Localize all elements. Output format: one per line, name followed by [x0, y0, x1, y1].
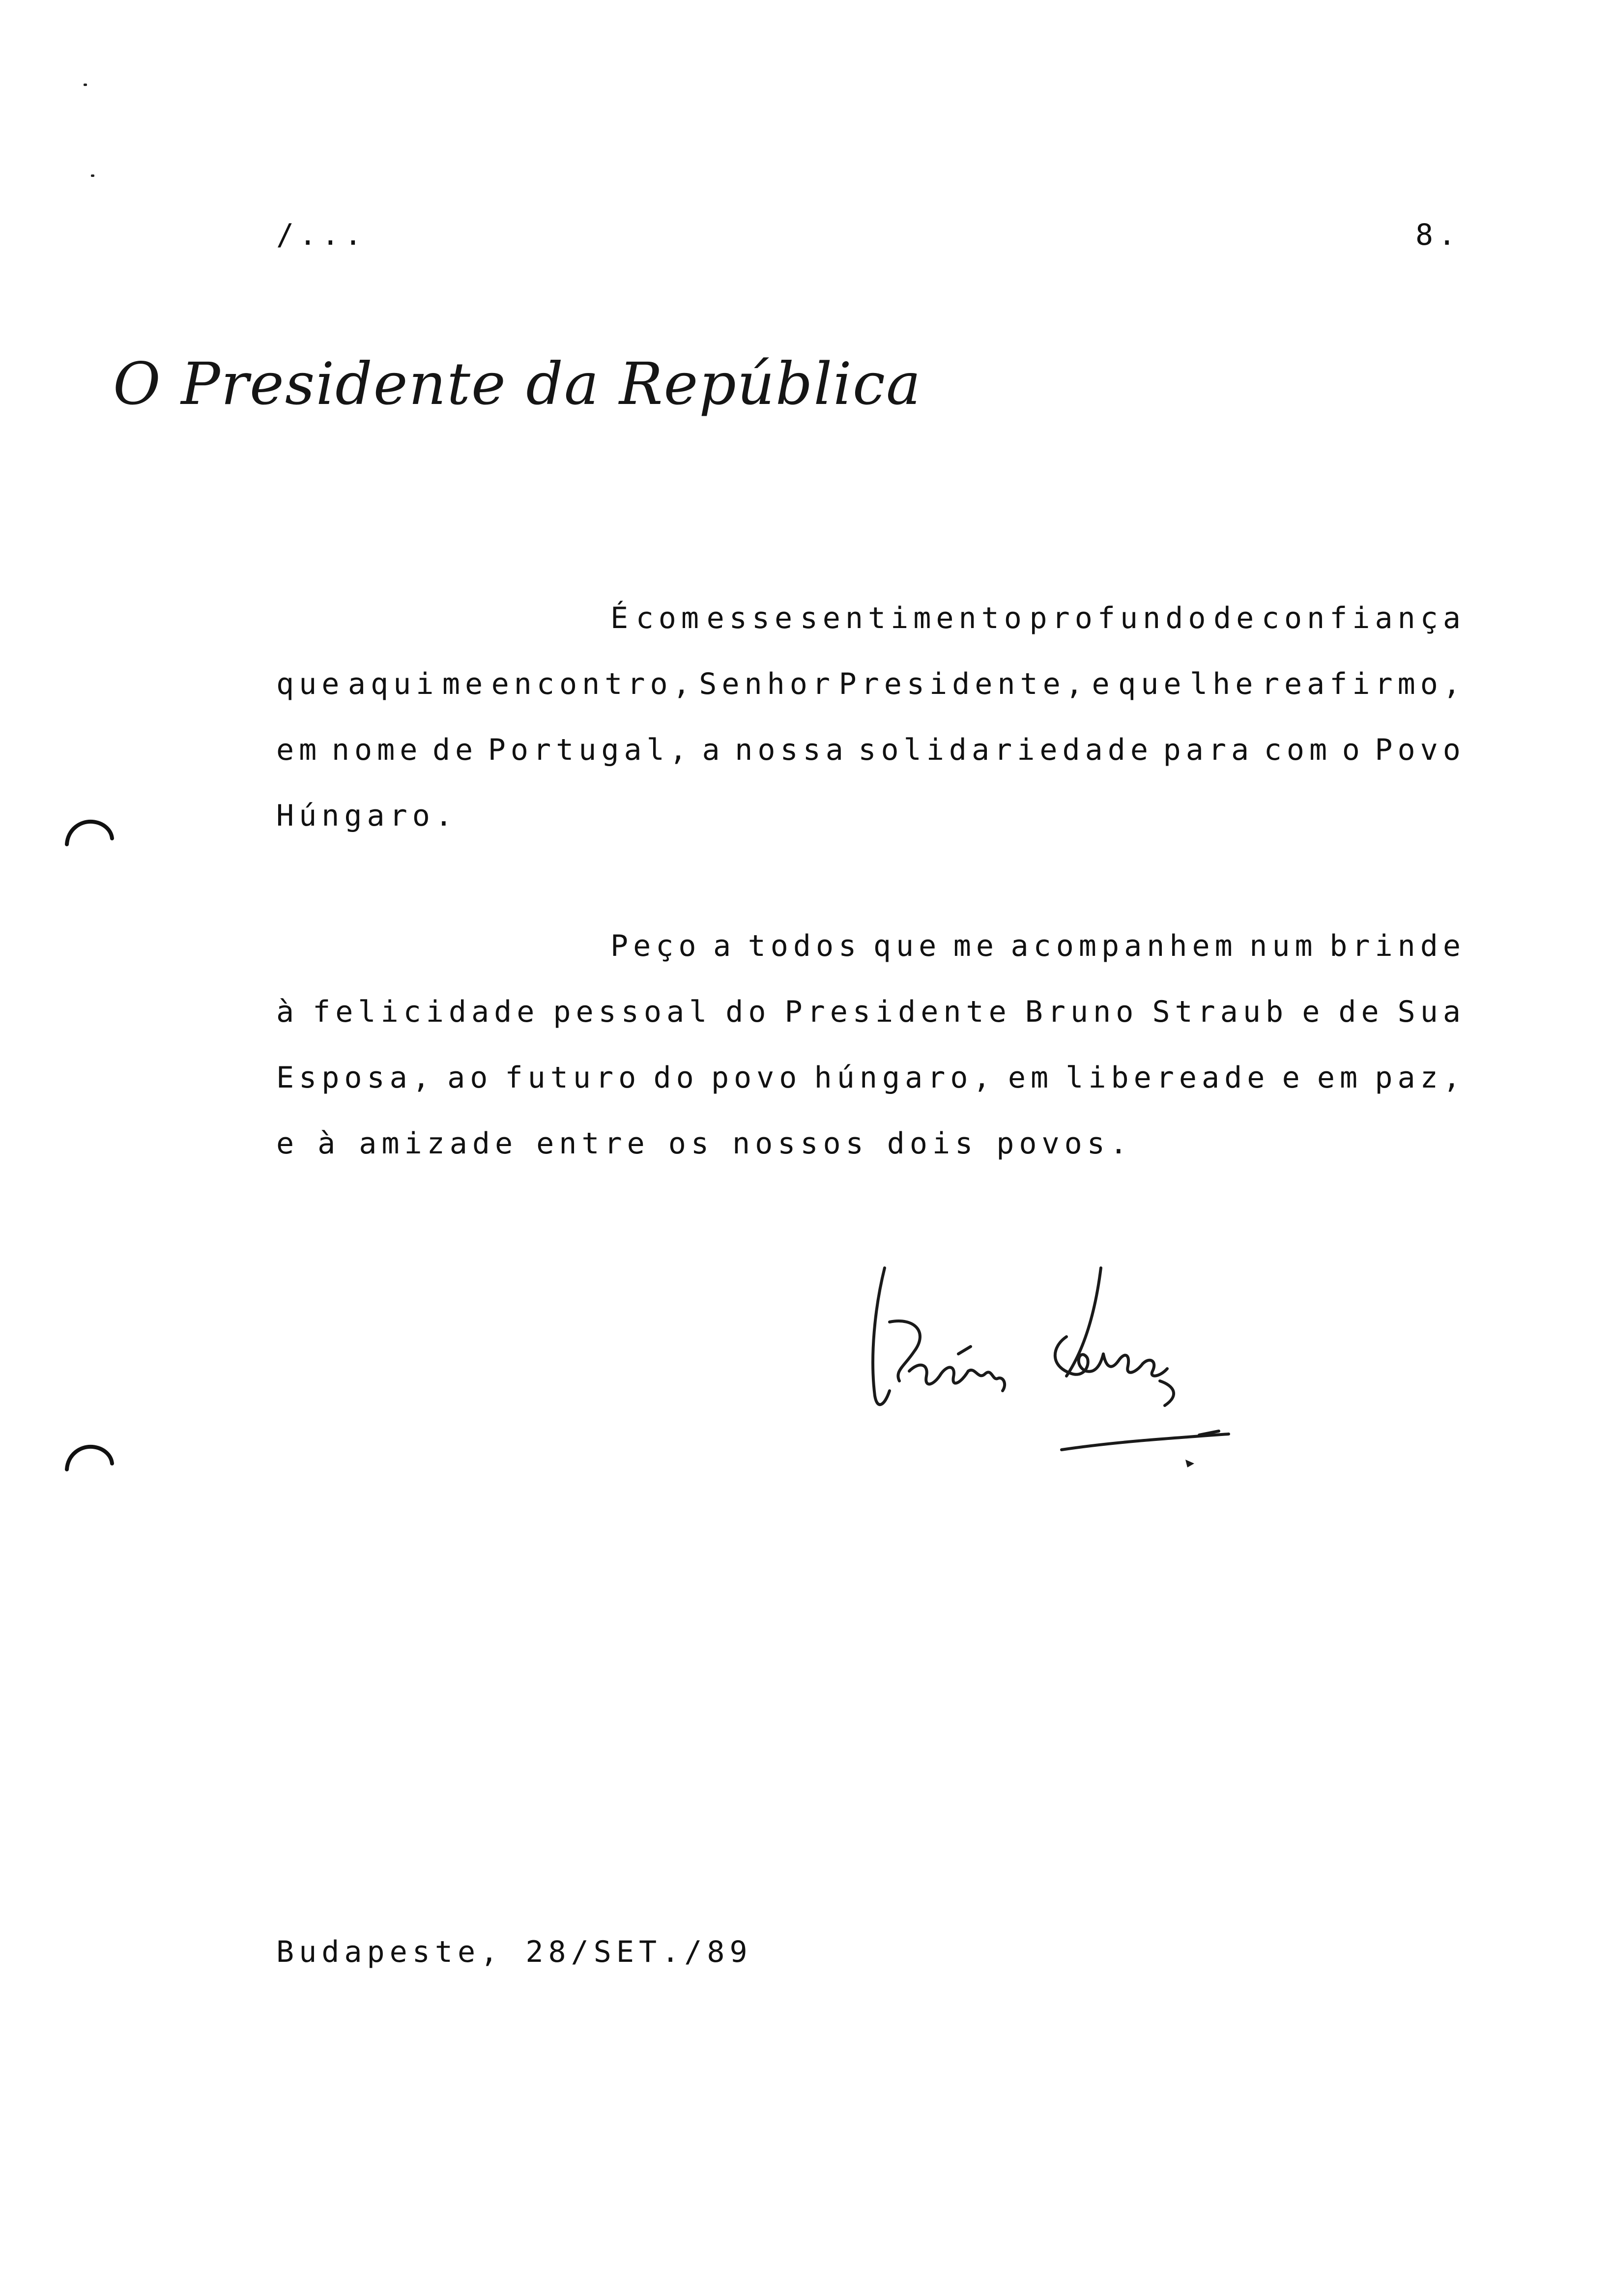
punch-hole-mark	[63, 1440, 117, 1479]
letterhead: O Presidente da República	[113, 350, 922, 418]
text-line: e à amizade entre os nossos dois povos.	[276, 1126, 1132, 1161]
place-date: Budapeste, 28/SET./89	[276, 1935, 752, 1969]
scan-speck	[91, 174, 94, 177]
continuation-mark: /...	[276, 218, 367, 252]
text-line: É com esse sentimento profundo de confiança	[610, 601, 1466, 635]
paragraph	[276, 603, 1466, 867]
text-line: Peço a todos que me acompanhem num brinde	[610, 929, 1466, 963]
scan-speck	[84, 84, 87, 86]
signature	[855, 1248, 1238, 1474]
text-line: à felicidade pessoal do Presidente Bruno Straub e de Sua	[276, 995, 1466, 1029]
text-line: Esposa, ao futuro do povo húngaro, em libereade e em paz,	[276, 1061, 1466, 1095]
text-line: em nome de Portugal, a nossa solidariedade para com o Povo	[276, 733, 1466, 767]
text-line: Húngaro.	[276, 799, 458, 833]
punch-hole-mark	[63, 815, 117, 854]
text-line: que aqui me encontro, Senhor Presidente, e que lhe reafirmo,	[276, 667, 1466, 701]
page-number: 8.	[1415, 218, 1461, 252]
paragraph	[276, 931, 1466, 1195]
